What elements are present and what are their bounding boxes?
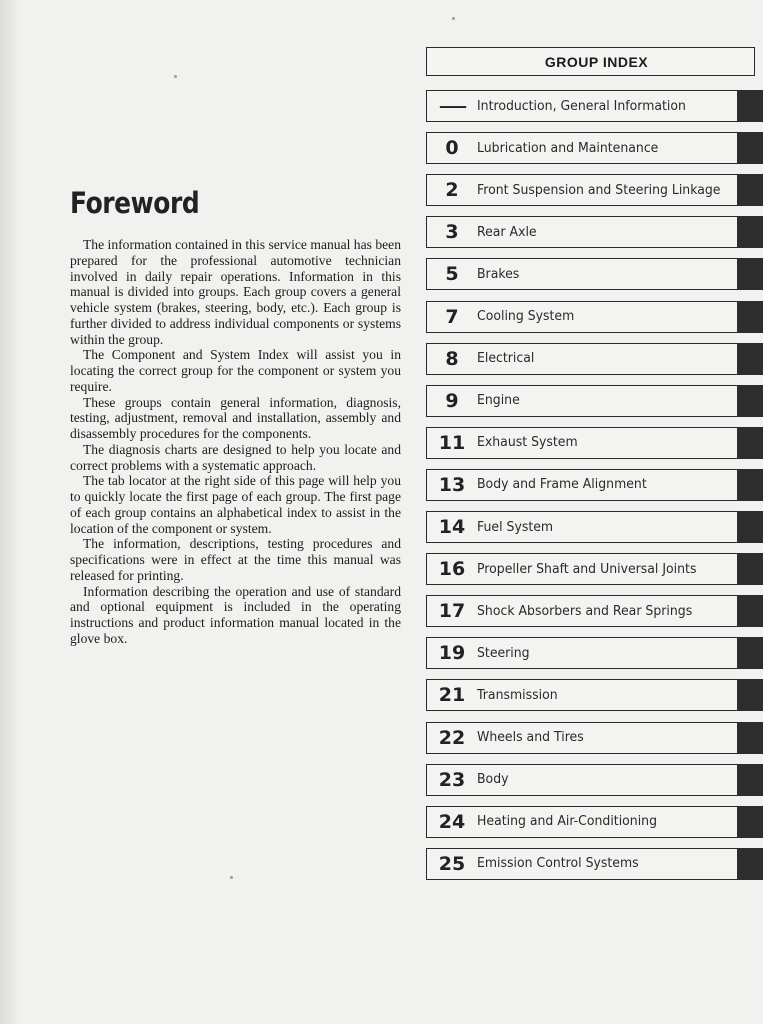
paper-speck — [452, 17, 455, 20]
group-index-box[interactable] — [426, 637, 737, 669]
group-number: 7 — [445, 305, 459, 328]
group-index-item[interactable] — [426, 679, 763, 711]
group-tab-marker[interactable] — [737, 764, 763, 796]
foreword-paragraph: These groups contain general information, diagnosis, testing, adjustment, removal and installation, assembly and disassembly procedures for the components. — [70, 394, 401, 441]
group-index-box[interactable] — [426, 427, 737, 459]
group-tab-marker[interactable] — [737, 679, 763, 711]
group-index-box[interactable] — [426, 469, 737, 501]
group-title: Engine — [477, 393, 520, 409]
foreword-paragraph: The Component and System Index will assist you in locating the correct group for the component or system you require. — [70, 347, 401, 394]
group-index-item[interactable] — [426, 553, 763, 585]
group-tab-marker[interactable] — [737, 385, 763, 417]
group-tab-marker[interactable] — [737, 216, 763, 248]
group-number: 23 — [438, 768, 466, 791]
group-tab-marker[interactable] — [737, 595, 763, 627]
group-tab-marker[interactable] — [737, 427, 763, 459]
group-number: 21 — [438, 684, 466, 707]
foreword-paragraph: The tab locator at the right side of this page will help you to quickly locate the first page of each group. The first page of each group contains an alphabetical index to assist in the location of the component or system. — [70, 473, 401, 536]
group-index-box[interactable] — [426, 216, 737, 248]
group-title: Wheels and Tires — [477, 730, 584, 745]
group-tab-marker[interactable] — [737, 343, 763, 375]
group-index-item[interactable] — [426, 764, 763, 796]
group-index-box[interactable] — [426, 132, 737, 164]
group-tab-marker[interactable] — [737, 258, 763, 290]
group-index-item[interactable] — [426, 258, 763, 290]
group-number: 25 — [438, 852, 466, 875]
group-title: Body — [477, 772, 509, 788]
group-tab-marker[interactable] — [737, 90, 763, 122]
group-number: 19 — [438, 642, 466, 665]
group-index-item[interactable] — [426, 595, 763, 627]
group-title: Propeller Shaft and Universal Joints — [477, 561, 697, 577]
group-tab-marker[interactable] — [737, 511, 763, 543]
group-number: 24 — [438, 810, 466, 833]
group-index-box[interactable] — [426, 722, 737, 754]
group-index-item[interactable] — [426, 385, 763, 417]
group-index-title: GROUP INDEX — [544, 53, 649, 70]
foreword-title: Foreword — [70, 186, 200, 220]
group-index-box[interactable] — [426, 806, 737, 838]
foreword-paragraph: The diagnosis charts are designed to help you locate and correct problems with a systematic approach. — [70, 441, 401, 473]
group-title: Fuel System — [477, 519, 554, 535]
group-index-item[interactable] — [426, 511, 763, 543]
group-number: 9 — [445, 389, 459, 412]
group-title: Transmission — [477, 687, 558, 703]
group-tab-marker[interactable] — [737, 469, 763, 501]
group-index-box[interactable] — [426, 848, 737, 880]
group-index-box[interactable] — [426, 385, 737, 417]
group-index-box[interactable] — [426, 595, 737, 627]
group-tab-marker[interactable] — [737, 637, 763, 669]
group-number: 3 — [445, 221, 459, 244]
group-number: 22 — [438, 726, 466, 749]
group-number: 8 — [445, 347, 459, 370]
foreword-paragraph: Information describing the operation and use of standard and optional equipment is included in the operating instructions and product information manual located in the glove box. — [70, 583, 401, 646]
group-index-box[interactable] — [426, 553, 737, 585]
group-number: 2 — [445, 179, 459, 202]
group-title: Brakes — [477, 266, 520, 282]
group-tab-marker[interactable] — [737, 553, 763, 585]
group-number: —— — [439, 97, 465, 115]
group-index-box[interactable] — [426, 343, 737, 375]
group-number: 11 — [438, 431, 466, 454]
group-index-box[interactable] — [426, 764, 737, 796]
group-title: Lubrication and Maintenance — [477, 140, 659, 156]
group-index-item[interactable] — [426, 722, 763, 754]
foreword-paragraph: The information, descriptions, testing procedures and specifications were in effect at the time this manual was released for printing. — [70, 536, 401, 583]
group-index-item[interactable] — [426, 848, 763, 880]
group-index-box[interactable] — [426, 301, 737, 333]
group-tab-marker[interactable] — [737, 132, 763, 164]
group-index-box[interactable] — [426, 90, 737, 122]
group-number: 0 — [445, 137, 459, 160]
group-index-item[interactable] — [426, 427, 763, 459]
group-index-item[interactable] — [426, 132, 763, 164]
group-index-header — [426, 47, 755, 76]
group-title: Shock Absorbers and Rear Springs — [477, 603, 693, 619]
foreword-body — [70, 237, 401, 647]
group-number: 16 — [438, 558, 466, 581]
group-number: 17 — [438, 600, 466, 623]
group-index-box[interactable] — [426, 174, 737, 206]
group-title: Front Suspension and Steering Linkage — [477, 182, 721, 198]
group-tab-marker[interactable] — [737, 722, 763, 754]
group-index-item[interactable] — [426, 637, 763, 669]
group-title: Exhaust System — [477, 435, 578, 451]
group-index-item[interactable] — [426, 343, 763, 375]
group-index-box[interactable] — [426, 679, 737, 711]
paper-speck — [230, 876, 233, 879]
group-title: Emission Control Systems — [477, 856, 639, 872]
group-index-item[interactable] — [426, 806, 763, 838]
group-title: Steering — [477, 645, 530, 661]
group-index-item[interactable] — [426, 90, 763, 122]
group-title: Cooling System — [477, 309, 575, 324]
page-binding-shadow — [0, 0, 22, 1024]
group-tab-marker[interactable] — [737, 174, 763, 206]
group-title: Rear Axle — [477, 224, 537, 240]
foreword-paragraph: The information contained in this service manual has been prepared for the professional automotive technician involved in daily repair operations. Information in this manual is divided into groups. Each group covers a general vehicle system (brakes, steering, body, etc.). Each group is further divided to address individual components or systems within the group. — [70, 237, 401, 347]
group-title: Electrical — [477, 351, 535, 367]
group-title: Body and Frame Alignment — [477, 477, 647, 493]
group-number: 13 — [438, 473, 466, 496]
group-tab-marker[interactable] — [737, 806, 763, 838]
group-tab-marker[interactable] — [737, 848, 763, 880]
paper-speck — [174, 75, 177, 78]
group-index-item[interactable] — [426, 469, 763, 501]
group-index-item[interactable] — [426, 301, 763, 333]
group-tab-marker[interactable] — [737, 301, 763, 333]
group-index-box[interactable] — [426, 511, 737, 543]
group-title: Introduction, General Information — [477, 98, 686, 114]
group-index-item[interactable] — [426, 216, 763, 248]
group-index-box[interactable] — [426, 258, 737, 290]
group-number: 14 — [438, 516, 466, 538]
group-number: 5 — [445, 263, 459, 286]
group-index-item[interactable] — [426, 174, 763, 206]
group-title: Heating and Air-Conditioning — [477, 814, 658, 830]
